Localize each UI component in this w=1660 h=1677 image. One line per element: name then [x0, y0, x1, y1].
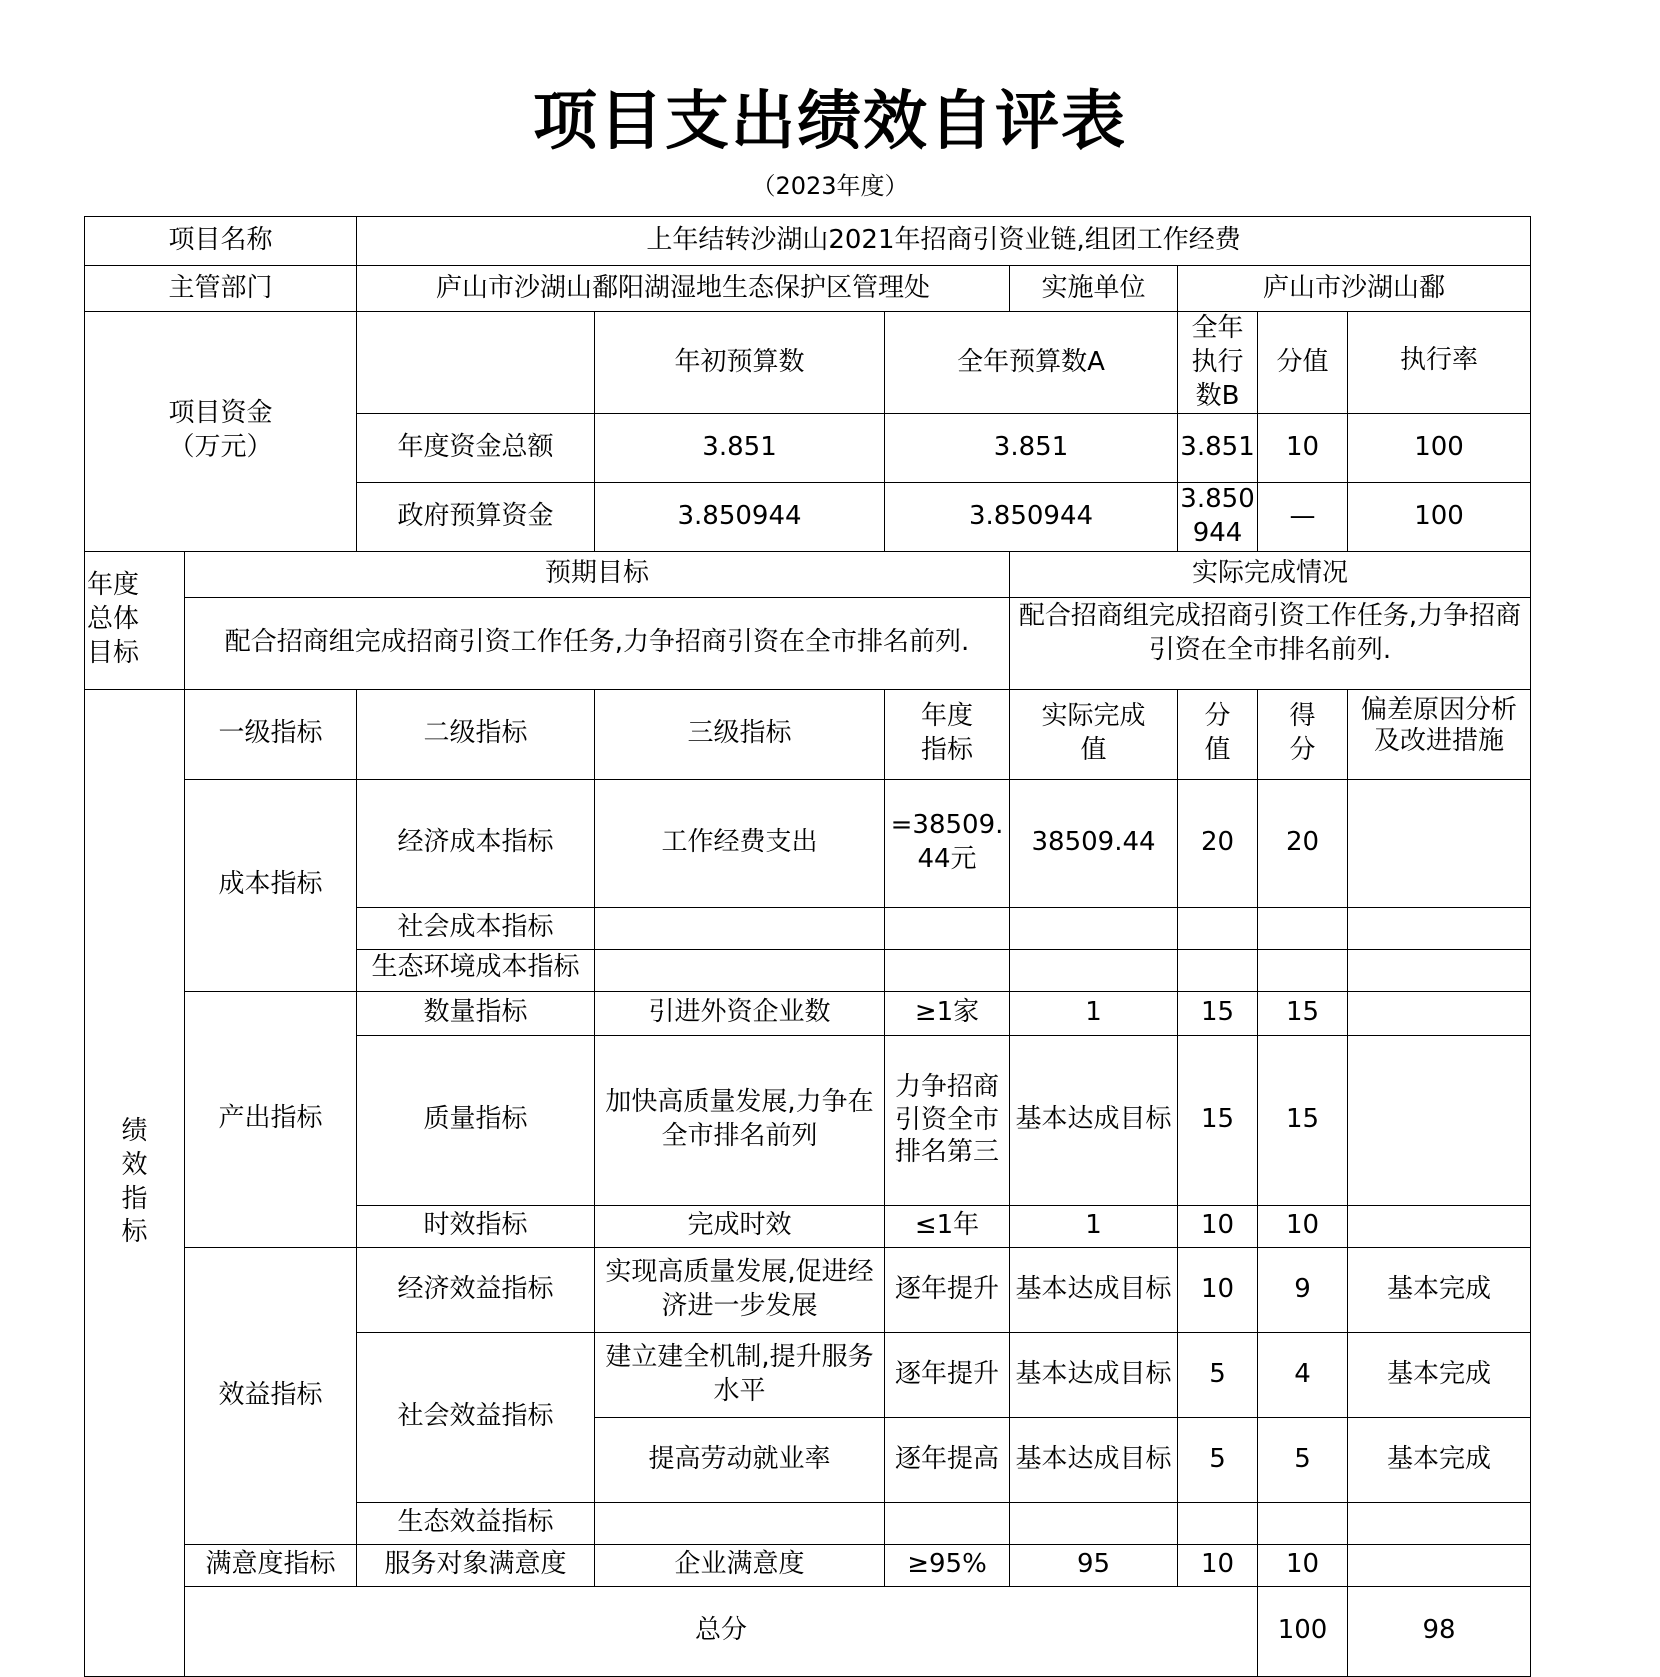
empty-cell	[1258, 1502, 1348, 1544]
empty-cell	[885, 1502, 1010, 1544]
total-score: 98	[1348, 1586, 1531, 1676]
funds-row-value: 10	[1258, 414, 1348, 483]
benefit-level1: 效益指标	[185, 1247, 357, 1544]
actual-status-header: 实际完成情况	[1010, 551, 1531, 597]
funds-row-rate: 100	[1348, 414, 1531, 483]
empty-cell	[595, 949, 885, 991]
header-value-text: 分值	[1204, 701, 1231, 766]
output-level1: 产出指标	[185, 991, 357, 1247]
output-time-level3: 完成时效	[595, 1205, 885, 1247]
satisfaction-level3: 企业满意度	[595, 1544, 885, 1586]
header-actual	[1010, 689, 1178, 779]
funds-header-initial: 年初预算数	[595, 312, 885, 414]
empty-cell	[1178, 907, 1258, 949]
funds-row-exec: 3.850944	[1178, 482, 1258, 551]
empty-cell	[595, 907, 885, 949]
header-score	[1258, 689, 1348, 779]
header-actual-text: 实际完成值	[1041, 701, 1146, 766]
self-evaluation-table	[84, 216, 1531, 1677]
empty-cell	[1258, 907, 1348, 949]
funds-header-budget: 全年预算数A	[885, 312, 1178, 414]
year-subtitle: （2023年度）	[751, 172, 909, 200]
empty-cell	[885, 907, 1010, 949]
funds-header-blank	[357, 312, 595, 414]
output-time-reason	[1348, 1205, 1531, 1247]
cost-economic-level2: 经济成本指标	[357, 779, 595, 907]
benefit-social2-value: 5	[1178, 1417, 1258, 1502]
output-time-score: 10	[1258, 1205, 1348, 1247]
output-quantity-level3: 引进外资企业数	[595, 991, 885, 1035]
benefit-social2-target: 逐年提高	[885, 1417, 1010, 1502]
cost-social-level2: 社会成本指标	[357, 907, 595, 949]
output-quantity-actual: 1	[1010, 991, 1178, 1035]
funds-header-rate-text: 执行率	[1400, 344, 1479, 375]
output-quantity-level2: 数量指标	[357, 991, 595, 1035]
funds-row-initial: 3.850944	[595, 482, 885, 551]
output-quantity-score: 15	[1258, 991, 1348, 1035]
empty-cell	[595, 1502, 885, 1544]
empty-cell	[1010, 949, 1178, 991]
output-time-actual: 1	[1010, 1205, 1178, 1247]
funds-row-name: 年度资金总额	[357, 414, 595, 483]
empty-cell	[1258, 949, 1348, 991]
benefit-economic-reason: 基本完成	[1348, 1247, 1531, 1332]
header-target	[885, 689, 1010, 779]
header-reason-text: 偏差原因分析及改进措施	[1361, 695, 1518, 757]
benefit-social1-target: 逐年提升	[885, 1332, 1010, 1417]
header-value	[1178, 689, 1258, 779]
project-name-value: 上年结转沙湖山2021年招商引资业链,组团工作经费	[357, 217, 1531, 266]
cost-level1: 成本指标	[185, 779, 357, 991]
empty-cell	[1010, 1502, 1178, 1544]
output-quantity-target: ≥1家	[885, 991, 1010, 1035]
empty-cell	[1178, 949, 1258, 991]
funds-header-value: 分值	[1258, 312, 1348, 414]
satisfaction-level1: 满意度指标	[185, 1544, 357, 1586]
output-time-level2: 时效指标	[357, 1205, 595, 1247]
funds-label: 项目资金 （万元）	[85, 312, 357, 552]
annual-goal-label: 年度 总体 目标	[85, 551, 185, 689]
output-quantity-reason	[1348, 991, 1531, 1035]
empty-cell	[1348, 949, 1531, 991]
actual-status-text: 配合招商组完成招商引资工作任务,力争招商引资在全市排名前列.	[1018, 601, 1522, 665]
page-title: 项目支出绩效自评表	[533, 84, 1127, 159]
output-quality-target: 力争招商引资全市排名第三	[885, 1035, 1010, 1205]
output-quality-level3: 加快高质量发展,力争在全市排名前列	[595, 1035, 885, 1205]
cost-economic-actual: 38509.44	[1010, 779, 1178, 907]
funds-row-initial: 3.851	[595, 414, 885, 483]
header-target-text: 年度指标	[921, 701, 974, 766]
benefit-economic-target: 逐年提升	[885, 1247, 1010, 1332]
funds-row-budget: 3.850944	[885, 482, 1178, 551]
perf-indicators-label	[85, 689, 185, 1676]
header-level2: 二级指标	[357, 689, 595, 779]
benefit-economic-value: 10	[1178, 1247, 1258, 1332]
output-quality-level2: 质量指标	[357, 1035, 595, 1205]
benefit-social2-level3: 提高劳动就业率	[595, 1417, 885, 1502]
benefit-eco-level2: 生态效益指标	[357, 1502, 595, 1544]
output-quality-actual: 基本达成目标	[1010, 1035, 1178, 1205]
funds-row-rate: 100	[1348, 482, 1531, 551]
total-label: 总分	[185, 1586, 1258, 1676]
empty-cell	[1348, 1502, 1531, 1544]
satisfaction-score: 10	[1258, 1544, 1348, 1586]
cost-eco-level2-cell	[357, 949, 595, 991]
cost-economic-target: =38509.44元	[885, 779, 1010, 907]
funds-row-value: —	[1258, 482, 1348, 551]
benefit-economic-level3: 实现高质量发展,促进经济进一步发展	[595, 1247, 885, 1332]
funds-header-rate	[1348, 312, 1531, 414]
satisfaction-level2: 服务对象满意度	[357, 1544, 595, 1586]
empty-cell	[1348, 907, 1531, 949]
header-reason	[1348, 689, 1531, 779]
satisfaction-value: 10	[1178, 1544, 1258, 1586]
total-value: 100	[1258, 1586, 1348, 1676]
cost-eco-level2: 生态环境成本指标	[371, 952, 580, 983]
cost-economic-level3: 工作经费支出	[595, 779, 885, 907]
actual-status-cell	[1010, 597, 1531, 689]
benefit-social2-actual: 基本达成目标	[1010, 1417, 1178, 1502]
perf-indicators-text: 绩效指标	[121, 1115, 148, 1248]
funds-row-name: 政府预算资金	[357, 482, 595, 551]
output-quality-score: 15	[1258, 1035, 1348, 1205]
funds-header-exec: 全年执行数B	[1178, 312, 1258, 414]
output-quality-reason	[1348, 1035, 1531, 1205]
dept-label: 主管部门	[85, 266, 357, 312]
dept-value: 庐山市沙湖山鄱阳湖湿地生态保护区管理处	[357, 266, 1010, 312]
cost-economic-reason	[1348, 779, 1531, 907]
empty-cell	[885, 949, 1010, 991]
benefit-social1-reason: 基本完成	[1348, 1332, 1531, 1417]
empty-cell	[1178, 1502, 1258, 1544]
benefit-social1-level3: 建立建全机制,提升服务水平	[595, 1332, 885, 1417]
benefit-economic-score: 9	[1258, 1247, 1348, 1332]
benefit-economic-actual: 基本达成目标	[1010, 1247, 1178, 1332]
funds-row-exec: 3.851	[1178, 414, 1258, 483]
satisfaction-reason	[1348, 1544, 1531, 1586]
impl-unit-value: 庐山市沙湖山鄱	[1178, 266, 1531, 312]
output-time-value: 10	[1178, 1205, 1258, 1247]
header-level3: 三级指标	[595, 689, 885, 779]
benefit-social1-value: 5	[1178, 1332, 1258, 1417]
project-name-label: 项目名称	[85, 217, 357, 266]
header-level1: 一级指标	[185, 689, 357, 779]
benefit-social2-score: 5	[1258, 1417, 1348, 1502]
output-quality-value: 15	[1178, 1035, 1258, 1205]
benefit-social1-actual: 基本达成目标	[1010, 1332, 1178, 1417]
cost-economic-score: 20	[1258, 779, 1348, 907]
satisfaction-actual: 95	[1010, 1544, 1178, 1586]
benefit-social2-reason: 基本完成	[1348, 1417, 1531, 1502]
expected-goal-text: 配合招商组完成招商引资工作任务,力争招商引资在全市排名前列.	[185, 597, 1010, 689]
satisfaction-target: ≥95%	[885, 1544, 1010, 1586]
output-quantity-value: 15	[1178, 991, 1258, 1035]
benefit-social-level2: 社会效益指标	[357, 1332, 595, 1502]
benefit-social1-score: 4	[1258, 1332, 1348, 1417]
output-time-target: ≤1年	[885, 1205, 1010, 1247]
impl-unit-label: 实施单位	[1010, 266, 1178, 312]
header-score-text: 得分	[1289, 701, 1316, 766]
cost-economic-value: 20	[1178, 779, 1258, 907]
benefit-economic-level2: 经济效益指标	[357, 1247, 595, 1332]
empty-cell	[1010, 907, 1178, 949]
funds-row-budget: 3.851	[885, 414, 1178, 483]
expected-goal-header: 预期目标	[185, 551, 1010, 597]
